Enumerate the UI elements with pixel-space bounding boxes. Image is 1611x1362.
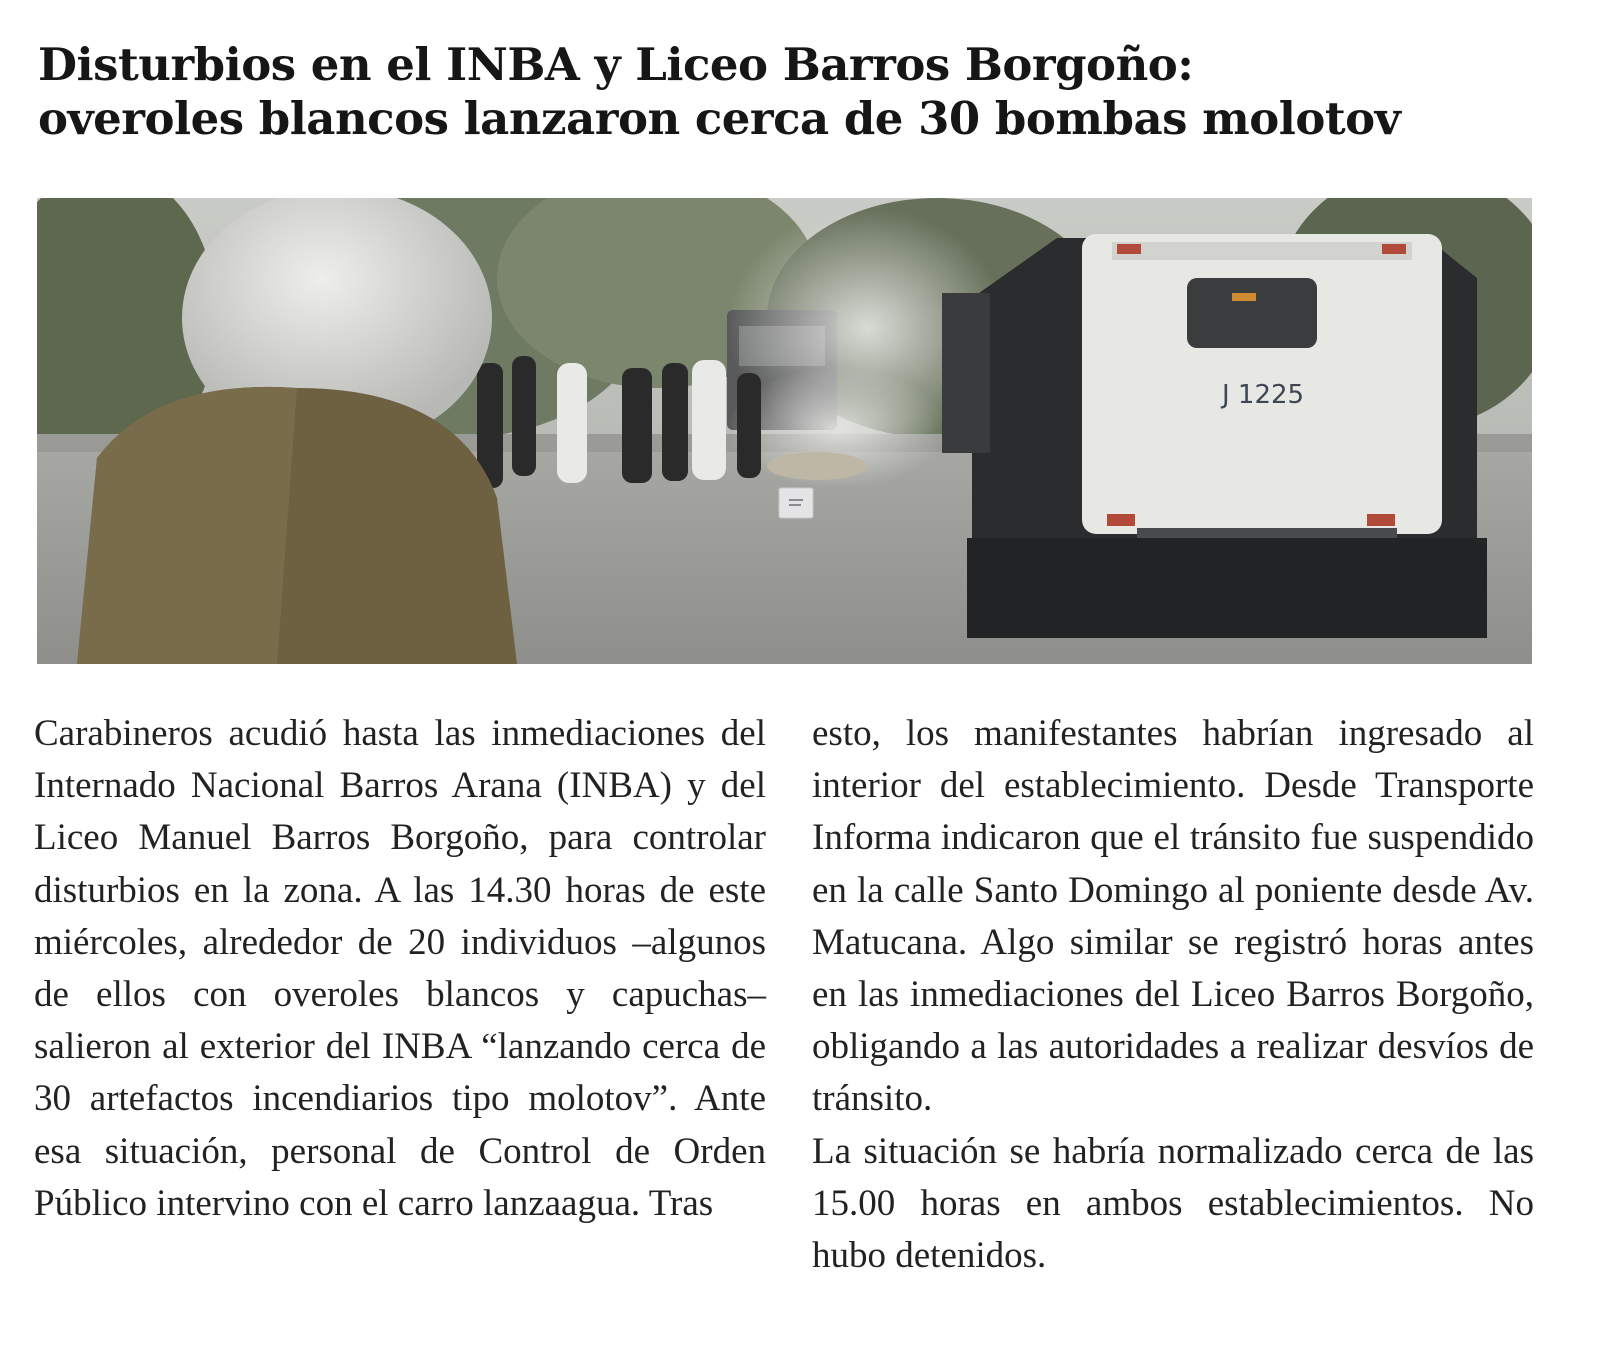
article-body-column-left (34, 708, 766, 1230)
caption-toggle-icon[interactable] (779, 488, 813, 518)
article-body-column-right (812, 708, 1534, 1282)
headline-line-1: Disturbios en el INBA y Liceo Barros Borgoño: (38, 38, 1194, 91)
article-photo (37, 198, 1532, 664)
body-paragraph: esto, los manifestantes habrían ingresado al interior del establecimiento. Desde Transporte Informa indicaron que el tránsito fue suspendido en la calle Santo Domingo al poniente desde Av. Matucana. Algo similar se registró horas antes en las inmediaciones del Liceo Barros Borgoño, obligando a las autoridades a realizar desvíos de tránsito. (812, 713, 1534, 1120)
article-headline (38, 38, 1538, 146)
headline-line-2: overoles blancos lanzaron cerca de 30 bombas molotov (38, 92, 1401, 145)
body-paragraph: Carabineros acudió hasta las inmediaciones del Internado Nacional Barros Arana (INBA) y del Liceo Manuel Barros Borgoño, para controlar disturbios en la zona. A las 14.30 horas de este miércoles, alrededor de 20 individuos –algunos de ellos con overoles blancos y capuchas– salieron al exterior del INBA “lanzando cerca de 30 artefactos incendiarios tipo molotov”. Ante esa situación, personal de Control de Orden Público intervino con el carro lanzaagua. Tras (34, 713, 766, 1224)
vehicle-plate: J 1225 (1222, 380, 1305, 410)
street-scene-illustration (37, 198, 1532, 664)
body-paragraph: La situación se habría normalizado cerca de las 15.00 horas en ambos establecimientos. No hubo detenidos. (812, 1130, 1534, 1277)
